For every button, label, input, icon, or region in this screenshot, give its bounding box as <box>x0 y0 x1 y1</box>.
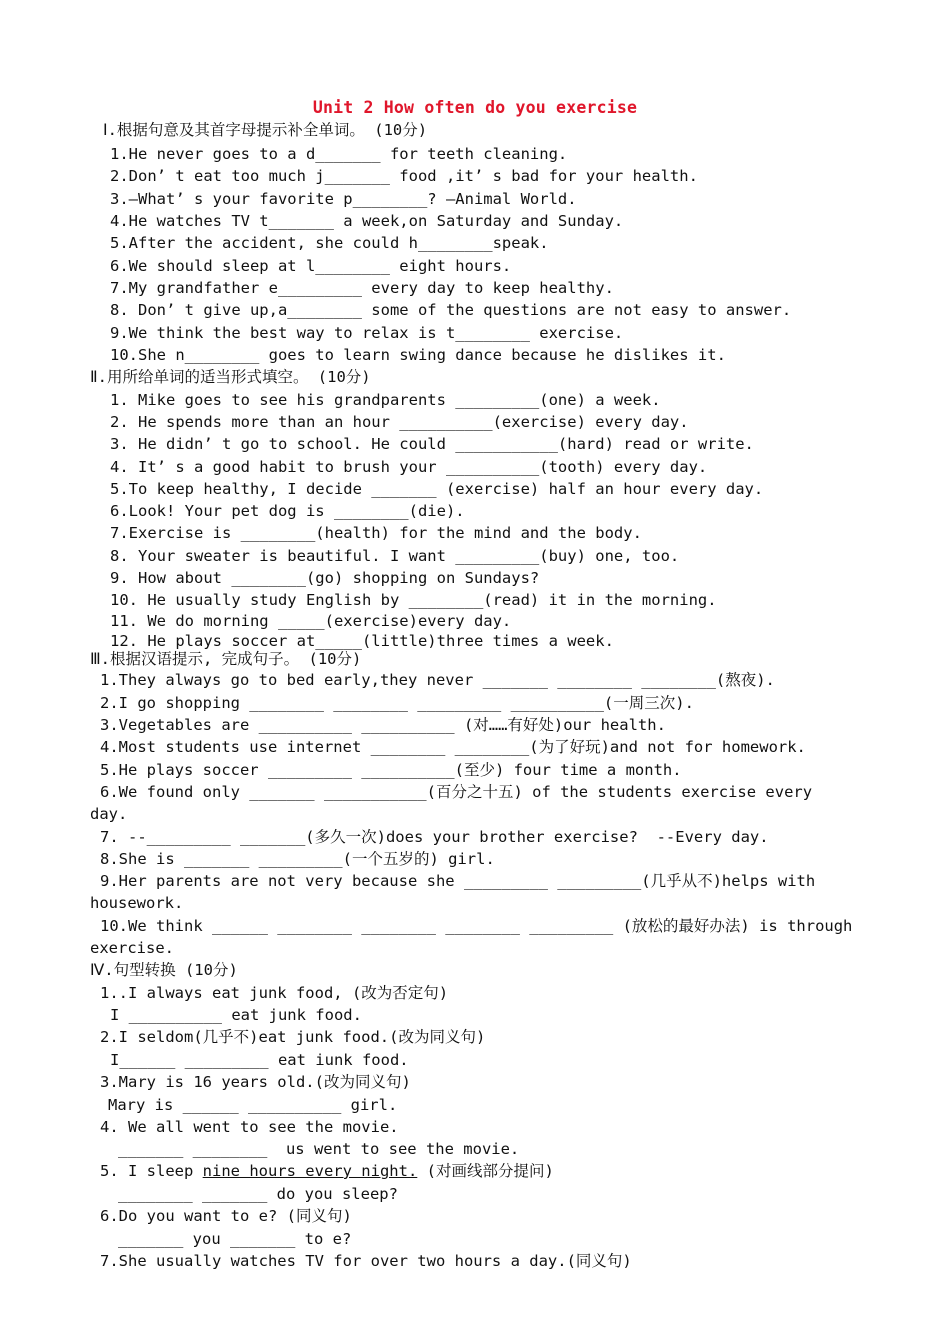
worksheet-line <box>100 827 769 847</box>
worksheet-line <box>110 189 577 209</box>
line-text: 10. He usually study English by ________(read) it in the morning. <box>110 591 717 609</box>
worksheet-line <box>118 1184 398 1204</box>
line-text: _______ you _______ to e? <box>118 1230 352 1248</box>
line-text: 2.I go shopping ________ ________ _________ __________(一周三次). <box>100 694 694 712</box>
worksheet-line <box>100 737 806 757</box>
line-text: 3. He didn’ t go to school. He could ___________(hard) read or write. <box>110 435 754 453</box>
line-text: 5.To keep healthy, I decide _______ (exercise) half an hour every day. <box>110 480 764 498</box>
worksheet-line <box>100 760 682 780</box>
line-text: 8. Don’ t give up,a________ some of the questions are not easy to answer. <box>110 301 792 319</box>
line-text: 4. It’ s a good habit to brush your __________(tooth) every day. <box>110 458 708 476</box>
line-text: 8. Your sweater is beautiful. I want _________(buy) one, too. <box>110 547 680 565</box>
worksheet-line <box>90 649 361 669</box>
line-text: 4.Most students use internet ________ ________(为了好玩)and not for homework. <box>100 738 806 756</box>
line-text: 7.Exercise is ________(health) for the mind and the body. <box>110 524 642 542</box>
line-instruction: (对画线部分提问) <box>417 1162 554 1180</box>
line-text: 2.Don’ t eat too much j_______ food ,it’ s bad for your health. <box>110 167 698 185</box>
worksheet-line <box>100 693 694 713</box>
line-text: 7.My grandfather e_________ every day to keep healthy. <box>110 279 614 297</box>
line-text: 8.She is _______ _________(一个五岁的) girl. <box>100 850 495 868</box>
line-text: Ⅱ.用所给单词的适当形式填空。 (10分) <box>90 368 371 386</box>
worksheet-line <box>100 1251 632 1271</box>
worksheet-line <box>110 412 689 432</box>
line-text: 1.They always go to bed early,they never _______ ________ ________(熬夜). <box>100 671 775 689</box>
worksheet-line <box>100 1117 399 1137</box>
line-text: 10.She n________ goes to learn swing dance because he dislikes it. <box>110 346 726 364</box>
worksheet-line <box>90 367 371 387</box>
line-text: I______ _________ eat iunk food. <box>110 1051 409 1069</box>
worksheet-line <box>100 1161 554 1181</box>
underlined-phrase: nine hours every night. <box>202 1162 418 1180</box>
worksheet-line <box>110 1005 362 1025</box>
worksheet-line <box>110 256 511 276</box>
line-text: 1..I always eat junk food, (改为否定句) <box>100 984 449 1002</box>
worksheet-line <box>100 871 815 891</box>
page-title: Unit 2 How often do you exercise <box>312 98 638 117</box>
worksheet-line <box>100 1206 352 1226</box>
line-text: 2.I seldom(几乎不)eat junk food.(改为同义句) <box>100 1028 486 1046</box>
worksheet-line <box>100 782 812 802</box>
worksheet-line <box>110 501 465 521</box>
line-text: 9. How about ________(go) shopping on Sundays? <box>110 569 540 587</box>
line-text: 3.Vegetables are __________ __________ (对……有好处)our health. <box>100 716 666 734</box>
worksheet-line <box>110 300 791 320</box>
worksheet-line <box>110 144 567 164</box>
worksheet-line <box>100 916 852 936</box>
worksheet-line <box>110 631 614 651</box>
line-text: Mary is ______ __________ girl. <box>108 1096 398 1114</box>
line-text: 1.He never goes to a d_______ for teeth cleaning. <box>110 145 568 163</box>
line-text: 4. We all went to see the movie. <box>100 1118 399 1136</box>
worksheet-line <box>110 611 511 631</box>
worksheet-line <box>110 434 754 454</box>
line-text: 12. He plays soccer at_____(little)three times a week. <box>110 632 614 650</box>
line-text: Ⅰ.根据句意及其首字母提示补全单词。 (10分) <box>103 121 428 139</box>
line-text: 5.After the accident, she could h________speak. <box>110 234 549 252</box>
line-text: 2. He spends more than an hour __________(exercise) every day. <box>110 413 689 431</box>
worksheet-line <box>118 1229 351 1249</box>
line-text: 6.Look! Your pet dog is ________(die). <box>110 502 465 520</box>
line-text: 5.He plays soccer _________ __________(至少) four time a month. <box>100 761 682 779</box>
line-text: 6.We should sleep at l________ eight hours. <box>110 257 512 275</box>
worksheet-line <box>110 523 642 543</box>
worksheet-line <box>110 568 539 588</box>
worksheet-line <box>90 960 238 980</box>
worksheet-line <box>110 345 726 365</box>
line-text: 1. Mike goes to see his grandparents _________(one) a week. <box>110 391 661 409</box>
line-text: 4.He watches TV t_______ a week,on Saturday and Sunday. <box>110 212 624 230</box>
worksheet-line <box>110 390 661 410</box>
line-text: Ⅲ.根据汉语提示, 完成句子。 (10分) <box>90 650 362 668</box>
worksheet-line <box>100 983 448 1003</box>
line-text: Ⅳ.句型转换 (10分) <box>90 961 238 979</box>
worksheet-line <box>90 938 174 958</box>
worksheet-line <box>103 120 427 140</box>
worksheet-line <box>110 323 623 343</box>
worksheet-line <box>100 670 775 690</box>
worksheet-line <box>110 546 679 566</box>
line-text: day. <box>90 805 128 823</box>
worksheet-line <box>110 590 717 610</box>
worksheet-line <box>110 211 623 231</box>
worksheet-line <box>100 1027 485 1047</box>
line-text: 7. --_________ _______(多久一次)does your brother exercise? --Every day. <box>100 828 769 846</box>
line-text: 3.Mary is 16 years old.(改为同义句) <box>100 1073 411 1091</box>
line-text: 11. We do morning _____(exercise)every day. <box>110 612 512 630</box>
worksheet-line <box>110 1050 409 1070</box>
worksheet-line <box>90 893 183 913</box>
worksheet-line <box>100 1072 411 1092</box>
worksheet-line <box>90 804 127 824</box>
line-text: 3.—What’ s your favorite p________? —Animal World. <box>110 190 577 208</box>
line-text: I __________ eat junk food. <box>110 1006 362 1024</box>
worksheet-line <box>118 1139 519 1159</box>
line-text: 9.We think the best way to relax is t________ exercise. <box>110 324 624 342</box>
worksheet-line <box>100 849 495 869</box>
worksheet-line <box>110 233 549 253</box>
worksheet-line <box>100 715 666 735</box>
line-text: 9.Her parents are not very because she _________ _________(几乎从不)helps with <box>100 872 816 890</box>
worksheet-line <box>110 479 763 499</box>
line-text: 6.Do you want to e? (同义句) <box>100 1207 352 1225</box>
worksheet-line <box>108 1095 397 1115</box>
worksheet-line <box>110 166 698 186</box>
worksheet-line <box>110 457 707 477</box>
line-text: ________ _______ do you sleep? <box>118 1185 398 1203</box>
line-text: 5. I sleep <box>100 1162 203 1180</box>
worksheet-line <box>110 278 614 298</box>
line-text: _______ ________ us went to see the movie. <box>118 1140 520 1158</box>
line-text: 10.We think ______ ________ ________ ________ _________ (放松的最好办法) is through <box>100 917 853 935</box>
line-text: exercise. <box>90 939 174 957</box>
line-text: housework. <box>90 894 184 912</box>
line-text: 6.We found only _______ ___________(百分之十五) of the students exercise every <box>100 783 813 801</box>
line-text: 7.She usually watches TV for over two hours a day.(同义句) <box>100 1252 632 1270</box>
